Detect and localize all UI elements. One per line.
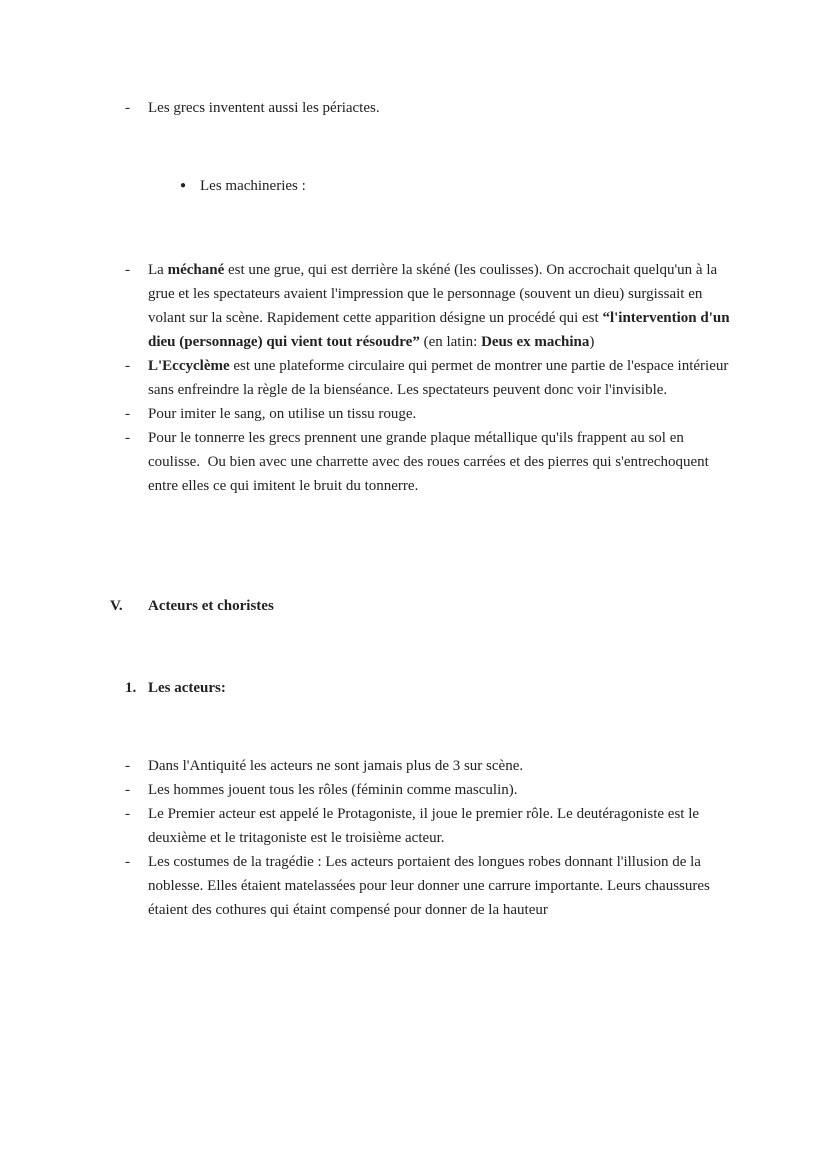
dash-marker: - <box>125 100 130 116</box>
list-item-protagoniste <box>0 802 828 850</box>
section-number: V. <box>110 598 123 614</box>
list-item-text <box>148 258 738 354</box>
list-item-costumes <box>0 850 828 922</box>
list-item-text <box>148 778 738 802</box>
list-item-text <box>148 850 738 922</box>
list-item-periactes <box>0 96 828 120</box>
text-run: est une grue, qui est derrière la skéné (les coulisses). On accrochait quelqu'un à la grue et les spectateurs avaient l'impression que le personnage (souvent un dieu) surgissait en volant sur la scène. Rapidement cette apparition désigne un procédé qui est <box>148 262 721 326</box>
dash-marker: - <box>125 406 130 422</box>
list-item-text <box>148 802 738 850</box>
dash-marker: - <box>125 782 130 798</box>
section-heading-block <box>0 594 828 618</box>
subsection-heading <box>0 676 828 700</box>
section-heading <box>0 594 828 618</box>
dash-marker: - <box>125 806 130 822</box>
list-item-text <box>148 96 738 120</box>
text-run: Pour imiter le sang, on utilise un tissu rouge. <box>148 406 417 422</box>
text-run: (en latin: <box>419 334 482 350</box>
list-item-text <box>148 354 738 402</box>
text-run: Pour le tonnerre les grecs prennent une grande plaque métallique qu'ils frappent au sol en coulisse. Ou bien avec une charrette avec des roues carrées et des pierres qui s'entrechoquent entre elles ce qui imitent le bruit du tonnerre. <box>148 430 713 494</box>
list-item-eccycleme <box>0 354 828 402</box>
text-run: Les grecs inventent aussi les périactes. <box>148 100 380 116</box>
text-run: Deus ex machina <box>481 334 590 350</box>
text-run: est une plateforme circulaire qui permet de montrer une partie de l'espace intérieur sans enfreindre la règle de la bienséance. Les spectateurs peuvent donc voir l'invisible. <box>148 358 733 398</box>
text-run: Les hommes jouent tous les rôles (féminin comme masculin). <box>148 782 518 798</box>
dash-marker: - <box>125 854 130 870</box>
subsection-heading-block <box>0 676 828 700</box>
list-item-text <box>148 426 738 498</box>
machineries-label: Les machineries : <box>200 178 306 194</box>
bullet-item-machineries <box>0 174 828 198</box>
list-item-hommes <box>0 778 828 802</box>
text-run: méchané <box>167 262 225 278</box>
section-title: Acteurs et choristes <box>148 598 274 614</box>
text-run: L'Eccyclème <box>148 358 230 374</box>
list-item-text <box>148 754 738 778</box>
subsection-number: 1. <box>125 680 137 696</box>
dash-marker: - <box>125 358 130 374</box>
text-run: ) <box>589 334 595 350</box>
text-run: La <box>148 262 168 278</box>
text-run: Dans l'Antiquité les acteurs ne sont jamais plus de 3 sur scène. <box>148 758 524 774</box>
text-run: “l'intervention d'un dieu (personnage) qui vient tout résoudre” <box>148 310 734 350</box>
dash-marker: - <box>125 758 130 774</box>
list-item-tonnerre <box>0 426 828 498</box>
machineries-list <box>0 258 828 498</box>
list-item-antiquite <box>0 754 828 778</box>
subsection-title: Les acteurs: <box>148 680 226 696</box>
intro-list <box>0 96 828 120</box>
actors-list <box>0 754 828 922</box>
dash-marker: - <box>125 430 130 446</box>
list-item-text <box>148 402 738 426</box>
machineries-heading-block <box>0 174 828 198</box>
dash-marker: - <box>125 262 130 278</box>
list-item-sang <box>0 402 828 426</box>
list-item-mechane <box>0 258 828 354</box>
text-run: Le Premier acteur est appelé le Protagoniste, il joue le premier rôle. Le deutéragoniste est le deuxième et le tritagoniste est le troisième acteur. <box>148 806 703 846</box>
bullet-icon: ● <box>180 180 187 191</box>
text-run: Les costumes de la tragédie : Les acteurs portaient des longues robes donnant l'illusion de la noblesse. Elles étaient matelassées pour leur donner une carrure importante. Leurs chaussures étaient des cothures qui étaint compensé pour donner de la hauteur <box>148 854 714 918</box>
